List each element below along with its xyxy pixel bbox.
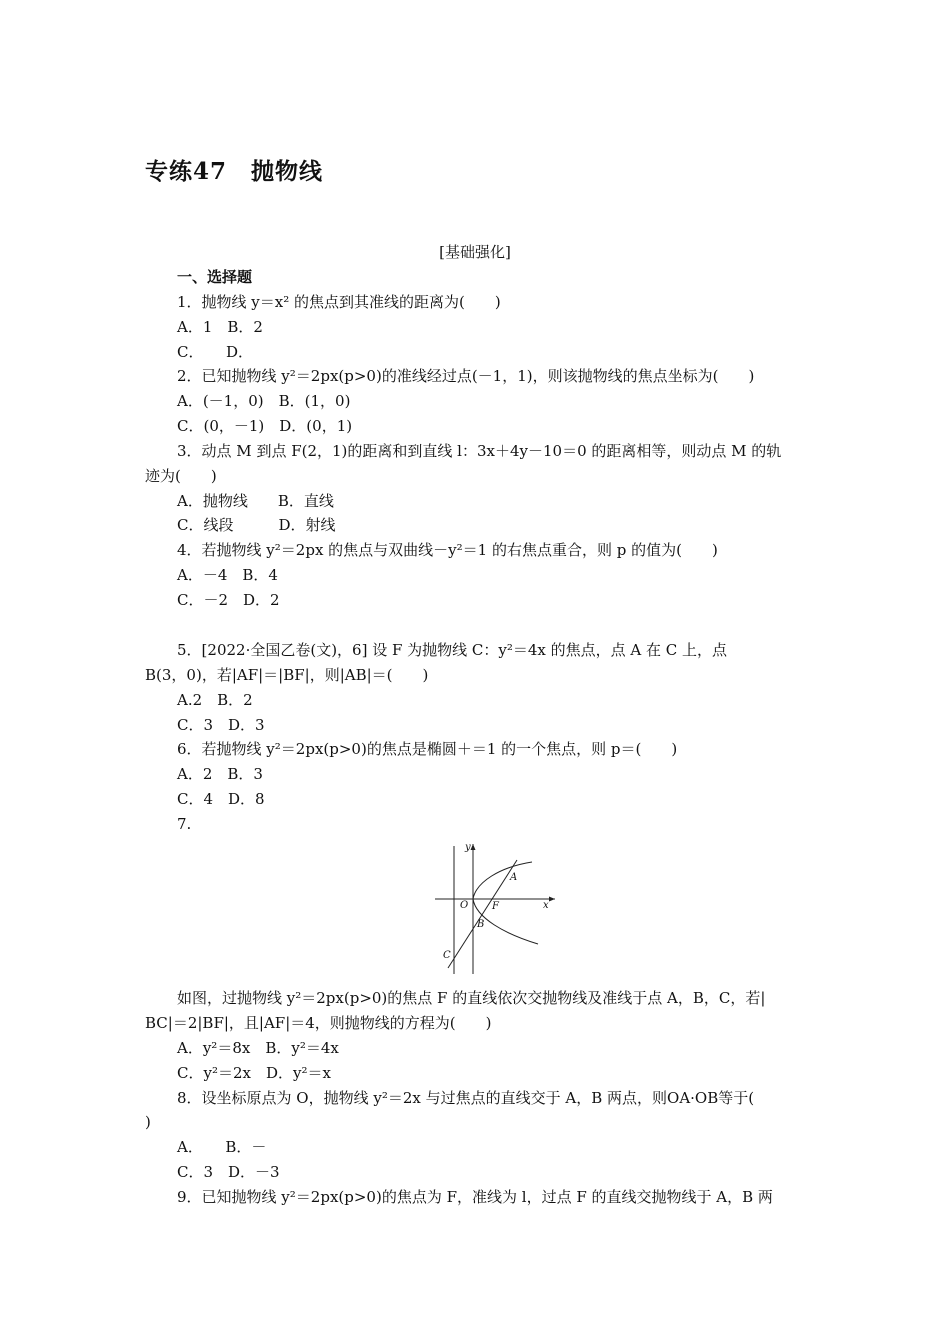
origin-label: O xyxy=(460,900,469,911)
text-line: 5．[2022·全国乙卷(文)，6] 设 F 为抛物线 C：y²＝4x 的焦点，点 A 在 C 上，点 xyxy=(177,641,728,659)
text-line: C．3 D．－3 xyxy=(177,1163,280,1181)
text-line: A．y²＝8x B．y²＝4x xyxy=(177,1039,339,1057)
section-heading: [基础强化] xyxy=(439,243,511,261)
text-line: A．1 B．2 xyxy=(177,318,263,336)
parabola-curve xyxy=(473,862,538,944)
text-line: B(3，0)，若|AF|＝|BF|，则|AB|＝( ) xyxy=(145,666,429,684)
text-line: ) xyxy=(145,1113,151,1131)
text-line: C．y²＝2x D．y²＝x xyxy=(177,1064,331,1082)
text-line: C．线段 D．射线 xyxy=(177,516,336,534)
text-line: 7. xyxy=(177,815,192,833)
text-line: 6．若抛物线 y²＝2px(p>0)的焦点是椭圆＋＝1 的一个焦点，则 p＝( ) xyxy=(177,740,678,758)
text-line: A．－4 B．4 xyxy=(177,566,278,584)
text-line: A．2 B．3 xyxy=(177,765,263,783)
text-line: 1．抛物线 y＝x² 的焦点到其准线的距离为( ) xyxy=(177,293,501,311)
point-c-label: C xyxy=(443,950,451,961)
x-axis-arrow xyxy=(549,897,555,902)
page-title: 专练47 抛物线 xyxy=(145,158,324,185)
y-axis-label: y xyxy=(465,842,471,853)
part-heading: 一、选择题 xyxy=(177,268,253,286)
text-line: A．抛物线 B．直线 xyxy=(177,492,334,510)
text-line: 2．已知抛物线 y²＝2px(p>0)的准线经过点(－1，1)，则该抛物线的焦点坐标为( ) xyxy=(177,367,755,385)
text-line: 如图，过抛物线 y²＝2px(p>0)的焦点 F 的直线依次交抛物线及准线于点 A，B，C，若| xyxy=(177,989,766,1007)
text-line: C．－2 D．2 xyxy=(177,591,280,609)
text-line: C． D． xyxy=(177,343,254,361)
focal-chord-line xyxy=(448,860,517,968)
focus-label: F xyxy=(492,901,499,912)
text-line: 迹为( ) xyxy=(145,467,217,485)
text-line: C．3 D．3 xyxy=(177,716,265,734)
text-line: A． B．－ xyxy=(177,1138,267,1156)
text-line: A.2 B．2 xyxy=(177,691,253,709)
text-line: 3．动点 M 到点 F(2，1)的距离和到直线 l：3x＋4y－10＝0 的距离相等，则动点 M 的轨 xyxy=(177,442,782,460)
text-line: 8．设坐标原点为 O，抛物线 y²＝2x 与过焦点的直线交于 A，B 两点，则OA·OB等于( xyxy=(177,1089,755,1107)
text-line: C．4 D．8 xyxy=(177,790,265,808)
text-line: BC|＝2|BF|，且|AF|＝4，则抛物线的方程为( ) xyxy=(145,1014,492,1032)
x-axis-label: x xyxy=(543,900,549,911)
text-line: 9．已知抛物线 y²＝2px(p>0)的焦点为 F，准线为 l，过点 F 的直线交抛物线于 A，B 两 xyxy=(177,1188,773,1206)
text-line: A．(－1，0) B．(1，0) xyxy=(177,392,351,410)
y-axis-arrow xyxy=(471,844,476,850)
point-b-label: B xyxy=(477,919,485,930)
text-line: 4．若抛物线 y²＝2px 的焦点与双曲线－y²＝1 的右焦点重合，则 p 的值为( ) xyxy=(177,541,718,559)
point-a-label: A xyxy=(510,872,518,883)
parabola-figure xyxy=(430,838,560,978)
text-line: C．(0，－1) D．(0，1) xyxy=(177,417,353,435)
